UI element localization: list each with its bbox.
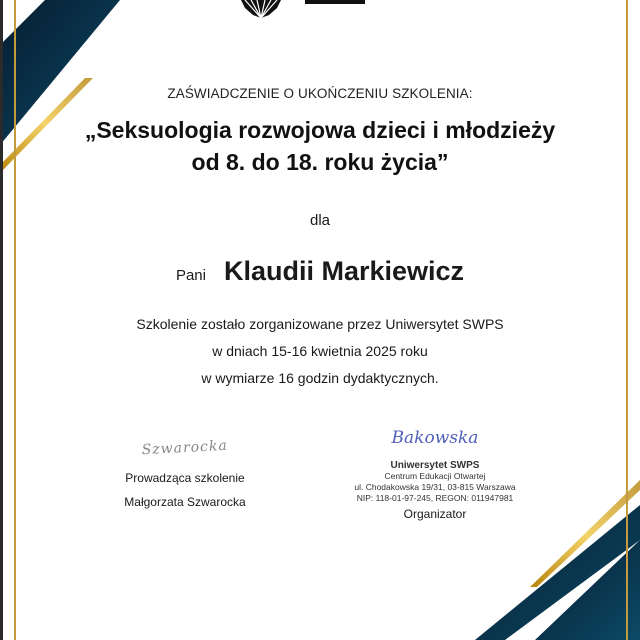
stamp-line: Centrum Edukacji Otwartej [384, 471, 486, 481]
salutation: Pani [175, 267, 206, 284]
recipient [0, 256, 640, 287]
stamp-line: ul. Chodakowska 19/31, 03-815 Warszawa [354, 482, 516, 492]
body-line: w wymiarze 16 godzin dydaktycznych. [201, 370, 439, 386]
handwritten-signature: Szwarocka [141, 437, 229, 459]
body-line: Szkolenie zostało zorganizowane przez Uniwersytet SWPS [136, 316, 504, 332]
swps-logo-icon [241, 0, 281, 18]
handwritten-signature: Bakowska [391, 428, 479, 448]
signature-block-organizer [350, 428, 520, 521]
course-title-line1: „Seksuologia rozwojowa dzieci i młodzieży [84, 117, 556, 143]
signatory-role: Organizator [403, 507, 467, 521]
organization-stamp [350, 460, 520, 504]
signature-block-instructor [100, 437, 270, 514]
recipient-name: Klaudii Markiewicz [223, 256, 465, 286]
course-title-line2: od 8. do 18. roku życia” [191, 149, 449, 175]
course-title [0, 114, 640, 178]
body-line: w dniach 15-16 kwietnia 2025 roku [212, 343, 428, 359]
stamp-line: NIP: 118-01-97-245, REGON: 011947981 [356, 493, 514, 503]
stamp-name: Uniwersytet SWPS [390, 460, 480, 471]
signatory-name: Małgorzata Szwarocka [124, 495, 246, 509]
signatory-role: Prowadząca szkolenie [125, 471, 245, 485]
certificate-body [0, 311, 640, 392]
for-label: dla [309, 212, 331, 229]
certificate-heading: ZAŚWIADCZENIE O UKOŃCZENIU SZKOLENIA: [167, 86, 473, 101]
